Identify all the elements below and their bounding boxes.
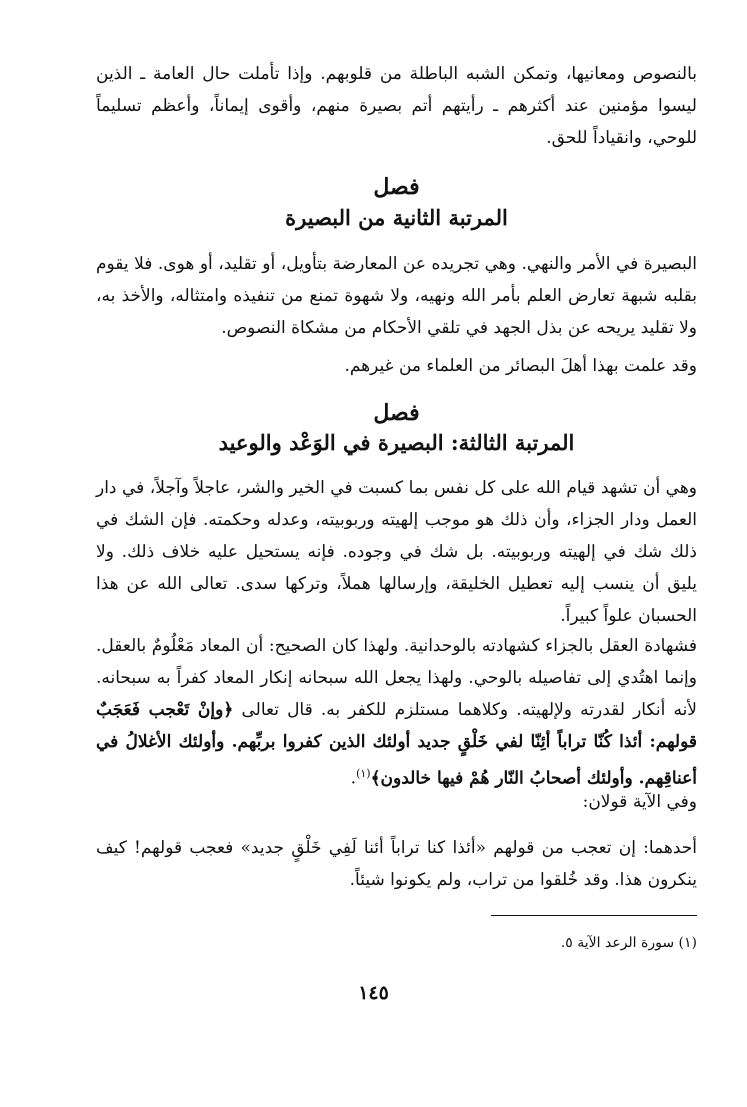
section1-paragraph-2: وقد علمت بهذا أهلَ البصائر من العلماء من غيرهم. <box>344 356 697 376</box>
section-heading-fasl-1: فصل <box>373 174 420 200</box>
section2-paragraph-2: فشهادة العقل بالجزاء كشهادته بالوحدانية. ولهذا كان الصحيح: أن المعاد مَعْلُومٌ بالعقل. وإنما اهتُدي إلى تفاصيله بالوحي. ولهذا يجعل الله سبحانه إنكار المعاد كفراً به سبحانه. لأنه أنكار لقدرته ولإلهيته. وكلاهما مستلزم للكفر به. قال تعالى ﴿وإنْ تَعْجب فَعَجَبٌ قولهم: أئذا كُنّا تراباً أئِنّا لفي خَلْقٍ جديد أولئك الذين كفروا بربِّهم. وأولئك الأغلالُ في أعناقِهم. وأولئك أصحابُ النّار هُمْ فيها خالدون﴾$^{(١)}$. <box>96 636 697 789</box>
quran-verse: ﴿وإنْ تَعْجب فَعَجَبٌ قولهم: أئذا كُنّا تراباً أئِنّا لفي خَلْقٍ جديد أولئك الذين كفروا بربِّهم. وأولئك الأغلالُ في أعناقِهم. وأولئك أصحابُ النّار هُمْ فيها خالدون﴾ <box>96 700 697 789</box>
section2-paragraph-1: وهي أن تشهد قيام الله على كل نفس بما كسبت في الخير والشر، عاجلاً وآجلاً، في دار العمل ودار الجزاء، وأن ذلك هو موجب إلهيته وربوبيته، وعدله وحكمته. فإن الشك في ذلك شك في إلهيته وربوبيته. بل شك في وجوده. فإنه يستحيل عليه خلاف ذلك. ولا يليق أن ينسب إليه تعطيل الخليقة، وإرسالها هملاً، وتركها سدى. تعالى الله عن هذا الحسبان علواً كبيراً. <box>96 478 697 626</box>
footnote-marker: (١) <box>356 767 371 780</box>
intro-paragraph: بالنصوص ومعانيها، وتمكن الشبه الباطلة من قلوبهم. وإذا تأملت حال العامة ـ الذين ليسوا مؤمنين عند أكثرهم ـ رأيتهم أتم بصيرة منهم، وأقوى إيماناً، وأعظم تسليماً للوحي، وانقياداً للحق. <box>96 64 697 148</box>
section-title-second-rank: المرتبة الثانية من البصيرة <box>285 205 508 230</box>
footnote-divider <box>491 915 697 916</box>
page-number: ١٤٥ <box>358 982 389 1004</box>
section-heading-fasl-2: فصل <box>373 400 420 426</box>
section2-paragraph-4: أحدهما: إن تعجب من قولهم «أئذا كنا تراباً أئنا لَفِي خَلْقٍ جديد» فعجب قولهم! كيف ينكرون هذا. وقد خُلقوا من تراب، ولم يكونوا شيئاً. <box>96 838 697 890</box>
section-title-third-rank: المرتبة الثالثة: البصيرة في الوَعْد والوعيد <box>218 430 575 455</box>
section2-paragraph-3: وفي الآية قولان: <box>582 792 697 812</box>
section1-paragraph-1: البصيرة في الأمر والنهي. وهي تجريده عن المعارضة بتأويل، أو تقليد، أو هوى. فلا يقوم بقلبه شبهة تعارض العلم بأمر الله ونهيه، ولا شهوة تمنع من تنفيذه وامتثاله، والأخذ به، ولا تقليد يريحه عن بذل الجهد في تلقي الأحكام من مشكاة النصوص. <box>96 254 697 338</box>
paragraph-text: فشهادة العقل بالجزاء كشهادته بالوحدانية. ولهذا كان الصحيح: أن المعاد مَعْلُومٌ بالعقل. وإنما اهتُدي إلى تفاصيله بالوحي. ولهذا يجعل الله سبحانه إنكار المعاد كفراً به سبحانه. لأنه أنكار لقدرته ولإلهيته. وكلاهما مستلزم للكفر به. قال تعالى <box>96 636 697 720</box>
footnote: (١) سورة الرعد الآية ٥. <box>560 935 697 951</box>
